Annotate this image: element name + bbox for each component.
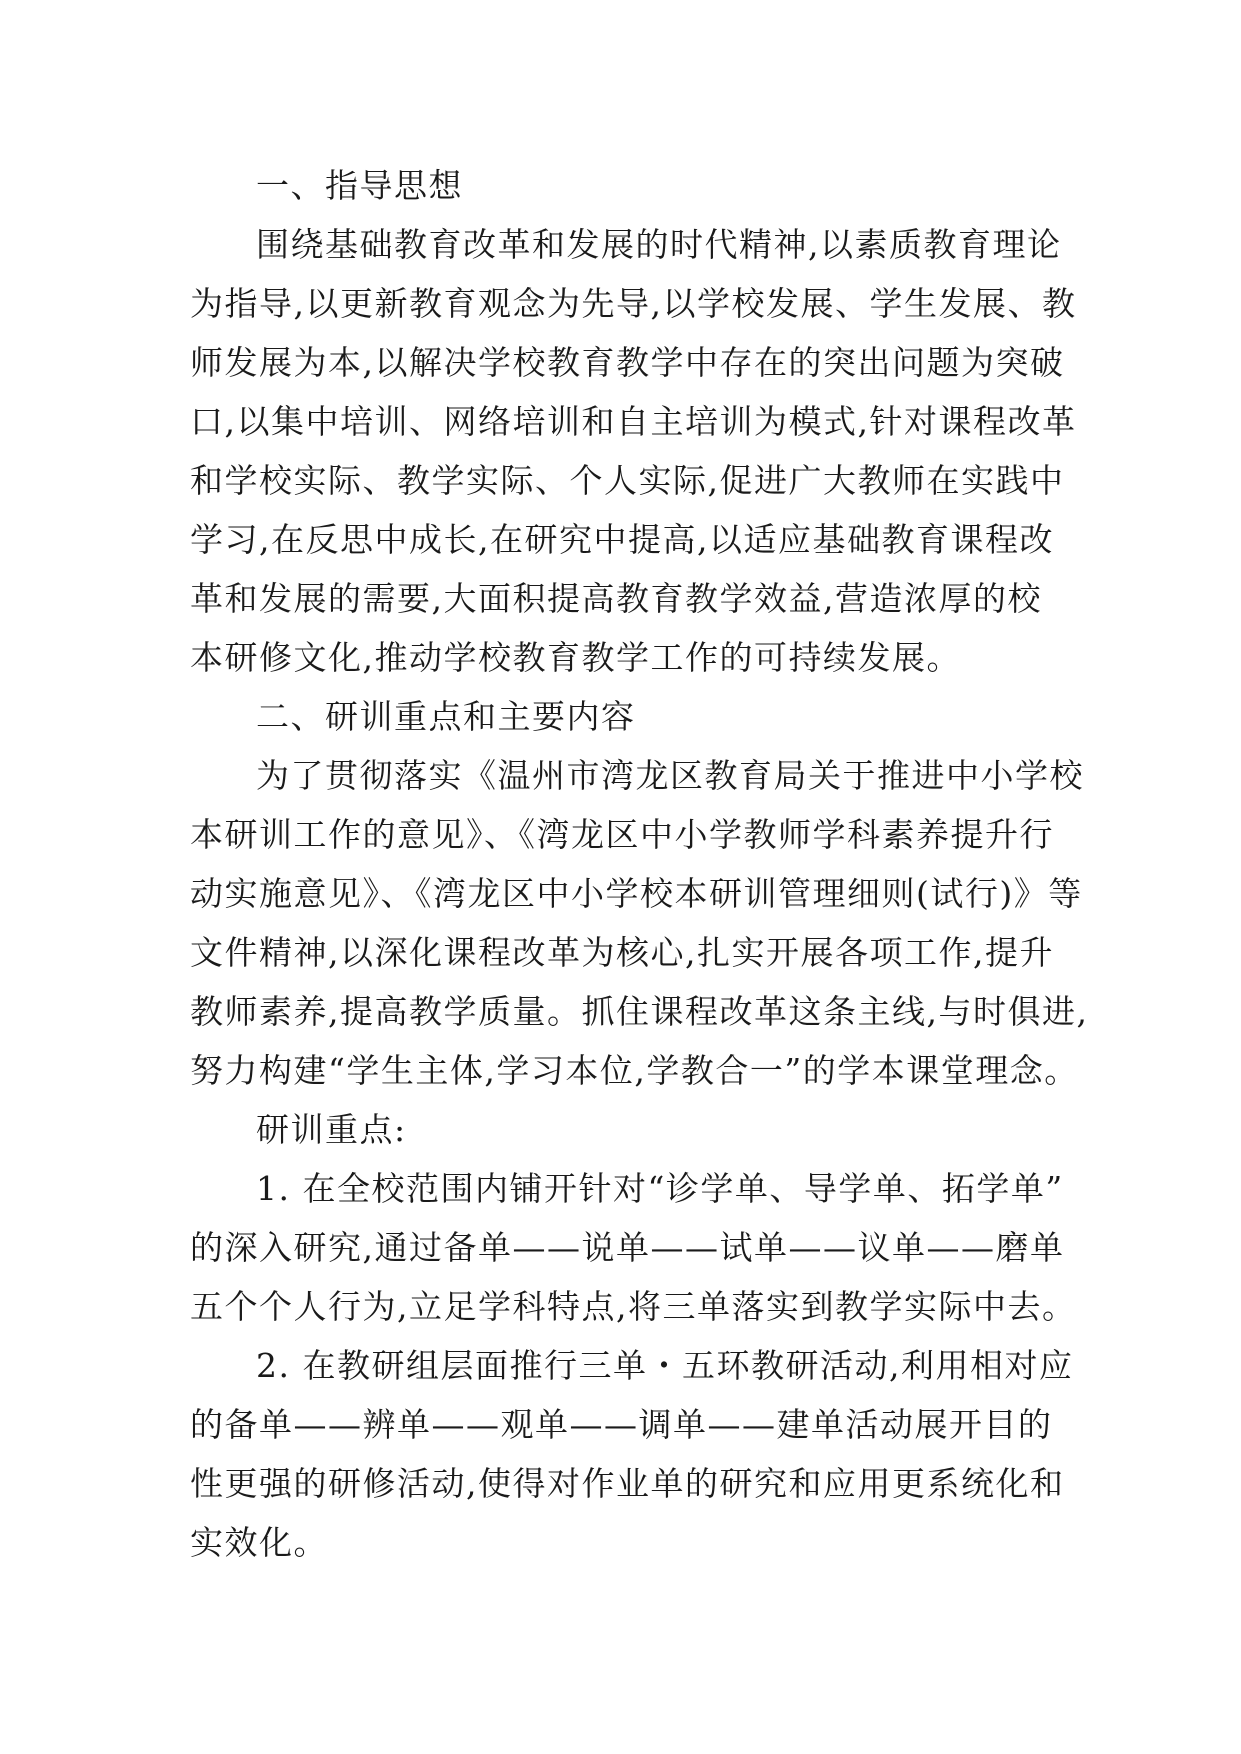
paragraph-line: 口,以集中培训、网络培训和自主培训为模式,针对课程改革 [190,402,1077,441]
paragraph-line: 革和发展的需要,大面积提高教育教学效益,营造浓厚的校 [190,579,1042,618]
paragraph-line: 为了贯彻落实《温州市湾龙区教育局关于推进中小学校 [256,756,1084,795]
list-item-1: 1. 在全校范围内铺开针对“诊学单、导学单、拓学单” [256,1169,1064,1208]
paragraph-line: 本研训工作的意见》、《湾龙区中小学教师学科素养提升行 [190,815,1054,854]
sub-heading: 研训重点: [256,1110,407,1149]
list-item-2: 2. 在教研组层面推行三单・五环教研活动,利用相对应 [256,1346,1074,1385]
paragraph-line: 的备单——辨单——观单——调单——建单活动展开目的 [190,1405,1053,1444]
paragraph-line: 为指导,以更新教育观念为先导,以学校发展、学生发展、教 [190,284,1077,323]
paragraph-line: 动实施意见》、《湾龙区中小学校本研训管理细则(试行)》等 [190,874,1083,913]
paragraph-line: 努力构建“学生主体,学习本位,学教合一”的学本课堂理念。 [190,1051,1079,1090]
paragraph-line: 文件精神,以深化课程改革为核心,扎实开展各项工作,提升 [190,933,1054,972]
paragraph-line: 师发展为本,以解决学校教育教学中存在的突出问题为突破 [190,343,1065,382]
section-heading-1: 一、指导思想 [256,166,463,205]
paragraph-line: 实效化。 [190,1523,328,1562]
paragraph-line: 五个个人行为,立足学科特点,将三单落实到教学实际中去。 [190,1287,1077,1326]
paragraph-line: 和学校实际、教学实际、个人实际,促进广大教师在实践中 [190,461,1065,500]
paragraph-line: 的深入研究,通过备单——说单——试单——议单——磨单 [190,1228,1065,1267]
paragraph-line: 教师素养,提高教学质量。抓住课程改革这条主线,与时俱进, [190,992,1089,1031]
paragraph-line: 本研修文化,推动学校教育教学工作的可持续发展。 [190,638,961,677]
paragraph-line: 围绕基础教育改革和发展的时代精神,以素质教育理论 [256,225,1062,264]
paragraph-line: 性更强的研修活动,使得对作业单的研究和应用更系统化和 [190,1464,1065,1503]
paragraph-line: 学习,在反思中成长,在研究中提高,以适应基础教育课程改 [190,520,1054,559]
document-body [190,156,1089,1572]
section-heading-2: 二、研训重点和主要内容 [256,697,636,736]
